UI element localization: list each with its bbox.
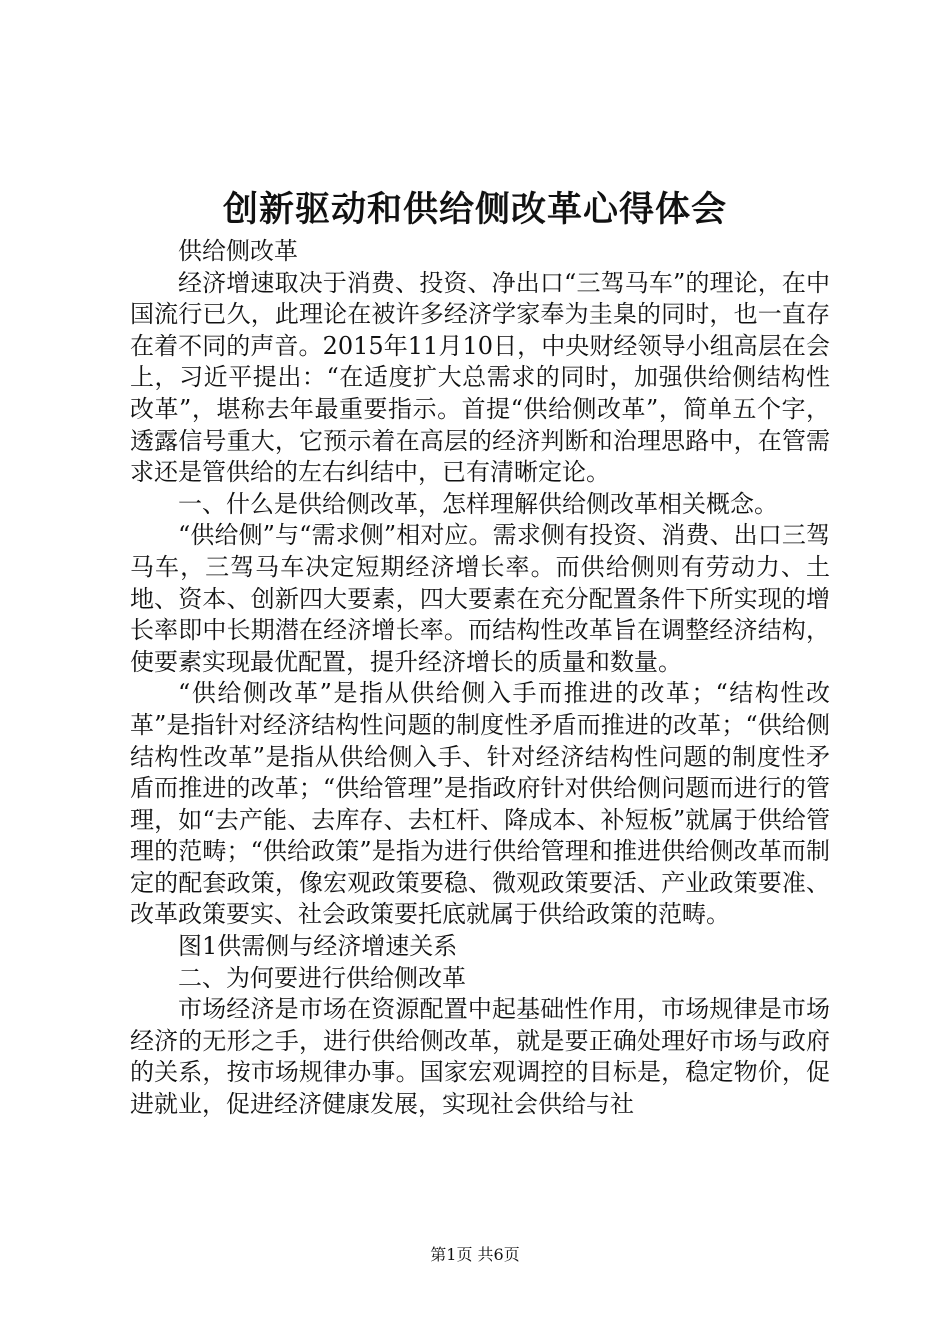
paragraph-intro: 经济增速取决于消费、投资、净出口“三驾马车”的理论，在中国流行已久，此理论在被许多经济学家奉为圭臬的同时，也一直存在着不同的声音。2015年11月10日，中央财经领导小组高层在会上，习近平提出：“在适度扩大总需求的同时，加强供给侧结构性改革”，堪称去年最重要指示。首提“供给侧改革”，简单五个字，透露信号重大，它预示着在高层的经济判断和治理思路中，在管需求还是管供给的左右纠结中，已有清晰定论。 bbox=[130, 268, 830, 487]
paragraph-heading-two: 二、为何要进行供给侧改革 bbox=[178, 963, 466, 992]
document-body bbox=[130, 236, 830, 1121]
document-title: 创新驱动和供给侧改革心得体会 bbox=[222, 189, 727, 230]
paragraph-supply-demand: “供给侧”与“需求侧”相对应。需求侧有投资、消费、出口三驾马车，三驾马车决定短期经济增长率。而供给侧则有劳动力、土地、资本、创新四大要素，四大要素在充分配置条件下所实现的增长率即中长期潜在经济增长率。而结构性改革旨在调整经济结构，使要素实现最优配置，提升经济增长的质量和数量。 bbox=[130, 521, 830, 676]
paragraph-market-economy: 市场经济是市场在资源配置中起基础性作用，市场规律是市场经济的无形之手，进行供给侧改革，就是要正确处理好市场与政府的关系，按市场规律办事。国家宏观调控的目标是，稳定物价，促进就业，促进经济健康发展，实现社会供给与社 bbox=[130, 995, 830, 1119]
figure-caption: 图1供需侧与经济增速关系 bbox=[178, 932, 458, 961]
page-number-footer: 第1页 共6页 bbox=[430, 1245, 520, 1264]
paragraph-section-heading: 供给侧改革 bbox=[178, 237, 298, 265]
paragraph-heading-one: 一、什么是供给侧改革，怎样理解供给侧改革相关概念。 bbox=[178, 489, 778, 518]
paragraph-definitions: “供给侧改革”是指从供给侧入手而推进的改革；“结构性改革”是指针对经济结构性问题的制度性矛盾而推进的改革；“供给侧结构性改革”是指从供给侧入手、针对经济结构性问题的制度性矛盾而推进的改革；“供给管理”是指政府针对供给侧问题而进行的管理，如“去产能、去库存、去杠杆、降成本、补短板”就属于供给管理的范畴；“供给政策”是指为进行供给管理和推进供给侧改革而制定的配套政策，像宏观政策要稳、微观政策要活、产业政策要准、改革政策要实、社会政策要托底就属于供给政策的范畴。 bbox=[130, 679, 830, 929]
